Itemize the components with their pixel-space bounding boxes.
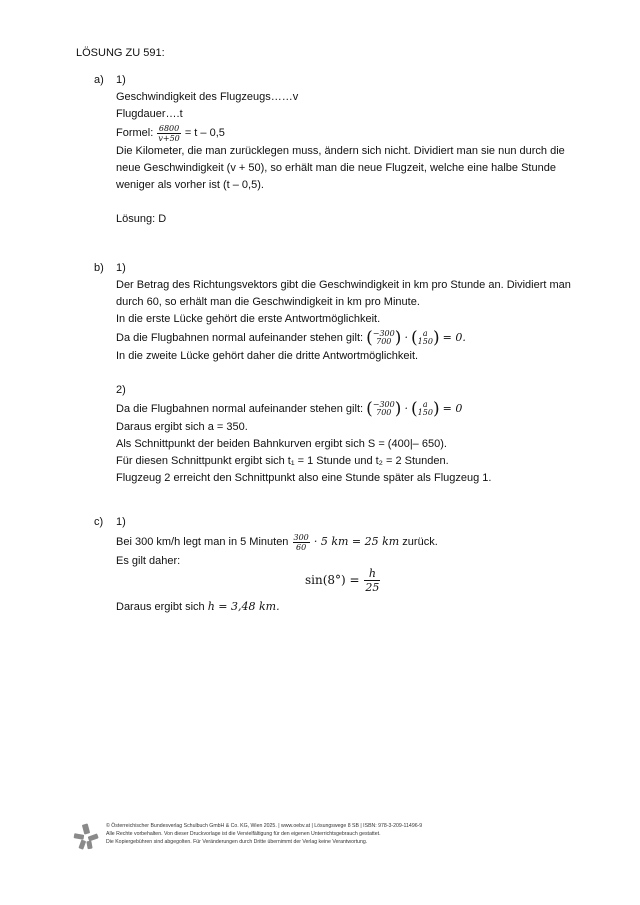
vector-2 <box>418 330 433 346</box>
footer-line: © Österreichischer Bundesverlag Schulbuch GmbH & Co. KG, Wien 2025. | www.oebv.at | Lösungswege 8 SB | ISBN: 978-3-209-11496-9 <box>106 823 423 829</box>
vector-1-top: −300 <box>372 400 395 410</box>
formula-fraction <box>157 124 180 143</box>
equation-lhs: sin(8°) = <box>305 573 360 587</box>
section-a-label: a) <box>94 74 104 86</box>
text-line: Die Kilometer, die man zurücklegen muss, ändern sich nicht. Dividiert man sie nun durch die <box>116 145 565 157</box>
text-line: neue Geschwindigkeit (v + 50), so erhält man die neue Flugzeit, welche eine halbe Stunde <box>116 162 556 174</box>
result-math: h = 3,48 km. <box>207 600 280 613</box>
section-b-part-2: 2) <box>116 384 126 396</box>
publisher-logo-icon <box>72 822 100 850</box>
text-line: Geschwindigkeit des Flugzeugs……v <box>116 91 299 103</box>
fraction-numerator: 6800 <box>158 123 180 133</box>
vector-2-bottom: 150 <box>417 408 433 418</box>
vector-1-bottom: 700 <box>376 337 392 347</box>
text-line: durch 60, so erhält man die Geschwindigkeit in km pro Minute. <box>116 296 420 308</box>
text-line: Für diesen Schnittpunkt ergibt sich t₁ = 1 Stunde und t₂ = 2 Stunden. <box>116 455 449 467</box>
equation-prefix: Da die Flugbahnen normal aufeinander stehen gilt: <box>116 403 364 415</box>
formula-line <box>116 123 566 143</box>
vector-equation-line: Da die Flugbahnen normal aufeinander stehen gilt: ( −300 700 ) · ( a 150 ) = 0. <box>116 328 466 349</box>
text-line: Der Betrag des Richtungsvektors gibt die Geschwindigkeit in km pro Stunde an. Dividiert man <box>116 279 571 291</box>
equation-suffix: = 0 <box>442 402 463 415</box>
formula-suffix: zurück. <box>402 536 438 548</box>
fraction-denominator: 25 <box>365 581 380 594</box>
text-line: weniger als vorher ist (t – 0,5). <box>116 179 264 191</box>
result-line <box>116 598 566 615</box>
text-line: Als Schnittpunkt der beiden Bahnkurven ergibt sich S = (400|– 650). <box>116 438 447 450</box>
section-b-label: b) <box>94 262 104 274</box>
solution-line: Lösung: D <box>116 213 167 225</box>
formula-prefix: Bei 300 km/h legt man in 5 Minuten <box>116 536 289 548</box>
formula-math: · 5 km = 25 km <box>313 535 400 548</box>
sine-equation <box>305 567 381 594</box>
vector-1 <box>373 401 395 417</box>
vector-1-top: −300 <box>372 329 395 339</box>
equation-suffix: = 0. <box>442 331 466 344</box>
footer-line: Alle Rechte vorbehalten. Von dieser Druckvorlage ist die Vervielfältigung für den eigenen Unterrichtsgebrauch gestattet. <box>106 831 381 837</box>
equation-prefix: Da die Flugbahnen normal aufeinander stehen gilt: <box>116 332 364 344</box>
footer-line: Die Kopiergebühren sind abgegolten. Für Veränderungen durch Dritte übernimmt der Verlag keine Verantwortung. <box>106 839 368 845</box>
vector-2-top: a <box>422 329 428 339</box>
section-c-label: c) <box>94 516 104 528</box>
text-line: In die erste Lücke gehört die erste Antwortmöglichkeit. <box>116 313 381 325</box>
formula-rhs: = t – 0,5 <box>184 127 225 139</box>
text-line: In die zweite Lücke gehört daher die dritte Antwortmöglichkeit. <box>116 350 419 362</box>
vector-equation-line: Da die Flugbahnen normal aufeinander stehen gilt: ( −300 700 ) · ( a 150 ) = 0 <box>116 399 463 420</box>
footer-text <box>106 822 422 846</box>
text-line: Flugzeug 2 erreicht den Schnittpunkt also eine Stunde später als Flugzeug 1. <box>116 472 492 484</box>
formula-prefix: Formel: <box>116 127 154 139</box>
section-b-part-1: 1) <box>116 262 126 274</box>
section-c-part-1: 1) <box>116 516 126 528</box>
fraction-numerator: h <box>364 567 380 581</box>
vector-1-bottom: 700 <box>376 408 392 418</box>
text-line: Es gilt daher: <box>116 555 181 567</box>
vector-1 <box>373 330 395 346</box>
fraction-numerator: 300 <box>293 532 309 542</box>
page-title: LÖSUNG ZU 591: <box>76 47 165 59</box>
text-line: Flugdauer….t <box>116 108 183 120</box>
text-line: Daraus ergibt sich a = 350. <box>116 421 248 433</box>
equation-fraction <box>364 567 380 594</box>
result-prefix: Daraus ergibt sich <box>116 601 205 613</box>
formula-fraction <box>293 533 310 552</box>
vector-2 <box>418 401 433 417</box>
formula-line <box>116 531 566 553</box>
vector-2-bottom: 150 <box>417 337 433 347</box>
fraction-denominator: 60 <box>296 542 307 552</box>
fraction-denominator: v+50 <box>158 133 180 143</box>
section-a-part-1: 1) <box>116 74 126 86</box>
vector-2-top: a <box>422 400 428 410</box>
